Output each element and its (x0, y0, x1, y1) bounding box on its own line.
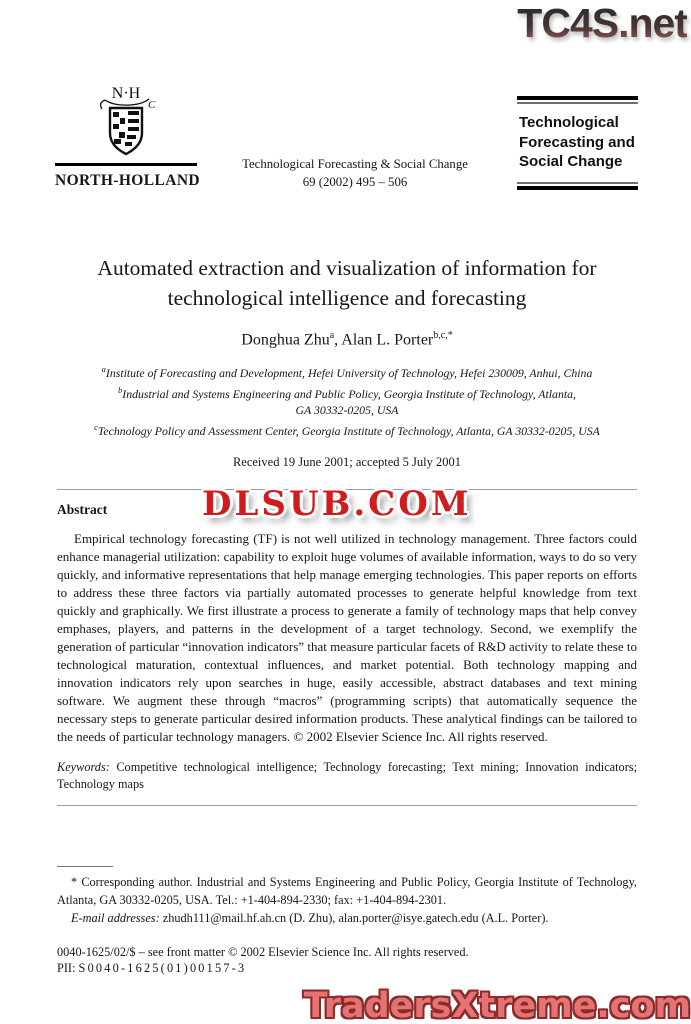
pii-line (57, 961, 637, 976)
author-sup-2: b,c,* (433, 330, 453, 341)
affiliation-line-c (57, 419, 637, 439)
article-title-line2: technological intelligence and forecasting (167, 285, 527, 310)
affiliation-text-a: Institute of Forecasting and Development, Hefei University of Technology, Hefei 230009, Anhui, China (105, 366, 593, 381)
watermark-tc4s: TC4S.net (517, 0, 687, 46)
pii-code: S0040-1625(01)00157-3 (78, 960, 247, 975)
affiliation-sup-c: c (94, 421, 98, 432)
masthead-rule-bottom-thin (517, 182, 638, 184)
keywords-text: Competitive technological intelligence; Technology forecasting; Text mining; Innovation indicators; Technology maps (57, 760, 637, 792)
north-holland-logo (55, 84, 201, 190)
affiliation-text-b: Industrial and Systems Engineering and Public Policy, Georgia Institute of Technology, Atlanta, (122, 386, 576, 401)
frontmatter-line: 0040-1625/02/$ – see front matter © 2002 Elsevier Science Inc. All rights reserved. (57, 944, 469, 959)
watermark-tradersxtreme: TradersXtreme.com (303, 986, 691, 1024)
affiliation-sup-b: b (118, 384, 123, 395)
footnote-separator (57, 866, 113, 867)
affiliation-sup-a: a (101, 364, 106, 375)
article-title-line1: Automated extraction and visualization of information for (97, 256, 597, 280)
author-name-1: Donghua Zhu (241, 331, 330, 349)
affiliation-line-a (57, 361, 637, 381)
keywords-rule-bottom (57, 805, 637, 806)
masthead-line-2: Forecasting and (519, 133, 635, 151)
north-holland-wordmark: NORTH-HOLLAND (55, 172, 201, 189)
watermark-dlsub: DLSUB.COM (202, 484, 472, 524)
footnote-corresponding: * Corresponding author. Industrial and Systems Engineering and Public Policy, Georgia Institute of Technology, Atlanta, GA 30332-0205, USA. Tel.: +1-404-894-2330; fax: +1-404-894-2301. (57, 875, 637, 907)
keywords-line (57, 759, 637, 793)
pii-label: PII: (57, 960, 76, 975)
affiliations-block (57, 361, 637, 439)
svg-text:N·H: N·H (111, 85, 141, 102)
footnote-email (57, 910, 637, 928)
journal-masthead (517, 96, 638, 190)
abstract-text: Empirical technology forecasting (TF) is not well utilized in technology management. Three factors could enhance managerial utilization: capability to exploit huge volumes of available information, ways to do so very quickly, and informative representations that help manage emerging technologies. This paper reports on efforts to address these three factors via partially automated processes to generate helpful knowledge from text quickly and graphically. We first illustrate a process to generate a family of technology maps that help convey emphases, players, and patterns in the development of a target technology. Second, we exemplify the generation of particular “innovation indicators” that measure particular facets of R&D activity to relate these to technological maturation, contextual influences, and market potential. Both technology mapping and innovation indicators rely upon searches in huge, easily accessible, abstract databases and text mining software. We augment these through “macros” (programming scripts) that automatically sequence the necessary steps to generate particular desired information products. These analytical findings can be tailored to the needs of particular technology managers. © 2002 Elsevier Science Inc. All rights reserved. (57, 531, 637, 745)
masthead-rule-top-thick (517, 96, 638, 100)
article-main-column (57, 254, 637, 806)
affiliation-text-b2: GA 30332-0205, USA (295, 403, 399, 418)
affiliation-text-c: Technology Policy and Assessment Center, Georgia Institute of Technology, Atlanta, GA 30332-0205, USA (97, 423, 600, 438)
keywords-label: Keywords: (57, 760, 110, 775)
received-line: Received 19 June 2001; accepted 5 July 2001 (232, 455, 462, 470)
journal-citation-volume: 69 (2002) 495 – 506 (302, 174, 408, 189)
footnote-email-label: E-mail addresses: (71, 911, 160, 925)
masthead-line-3: Social Change (519, 153, 623, 170)
footnote-email-text: zhudh111@mail.hf.ah.cn (D. Zhu), alan.porter@isye.gatech.edu (A.L. Porter). (159, 911, 549, 925)
masthead-rule-bottom-thick (517, 186, 638, 190)
authors-line (57, 330, 637, 349)
affiliation-line-b2 (57, 402, 637, 419)
footnote-block (57, 866, 637, 976)
author-sup-1: a (329, 330, 335, 341)
affiliation-line-b (57, 382, 637, 402)
author-name-2: Alan L. Porter (341, 331, 434, 349)
journal-citation-title: Technological Forecasting & Social Change (242, 157, 468, 171)
abstract-heading: Abstract (57, 502, 108, 518)
journal-citation (205, 156, 505, 191)
north-holland-emblem-icon (91, 84, 161, 156)
publisher-rule (55, 163, 197, 166)
svg-text:C: C (148, 99, 156, 111)
author-separator: , (334, 331, 342, 349)
article-title (57, 254, 637, 313)
masthead-line-1: Technological (519, 114, 619, 131)
